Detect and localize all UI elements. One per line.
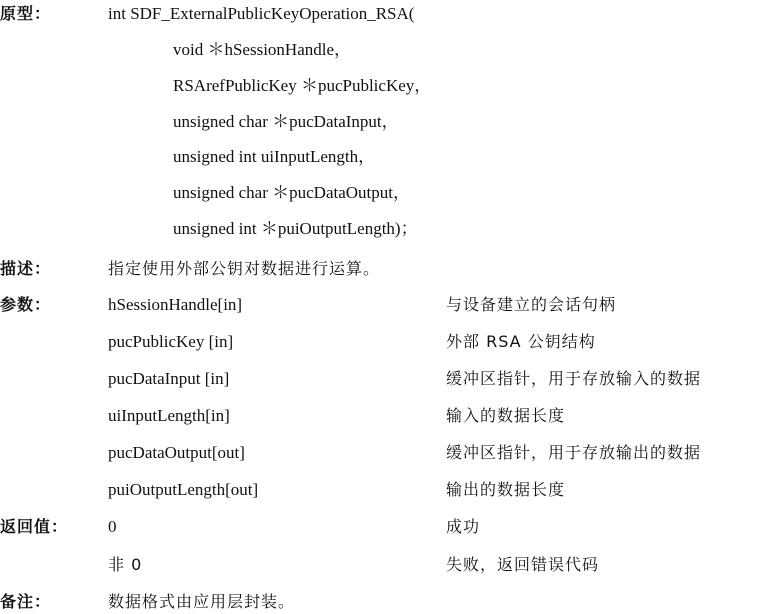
return-value-label: 返回值：: [0, 517, 69, 536]
description-text: 指定使用外部公钥对数据进行运算。: [108, 259, 381, 278]
prototype-arg: RSArefPublicKey ＊pucPublicKey，: [173, 76, 432, 95]
remarks-text: 数据格式由应用层封装。: [108, 592, 296, 611]
prototype-arg: unsigned char ＊pucDataOutput，: [173, 183, 410, 202]
param-name: pucDataOutput[out]: [108, 443, 245, 462]
prototype-signature: int SDF_ExternalPublicKeyOperation_RSA(: [108, 4, 415, 23]
return-desc: 失败，返回错误代码: [446, 555, 600, 574]
remarks-label: 备注：: [0, 592, 52, 611]
param-name: pucDataInput [in]: [108, 369, 230, 388]
prototype-label: 原型：: [0, 4, 52, 23]
description-label: 描述：: [0, 259, 52, 278]
param-desc: 缓冲区指针，用于存放输入的数据: [446, 369, 702, 388]
prototype-arg: void ＊hSessionHandle，: [173, 40, 352, 59]
param-name: pucPublicKey [in]: [108, 332, 234, 351]
prototype-arg: unsigned char ＊pucDataInput，: [173, 112, 399, 131]
param-desc: 外部 RSA 公钥结构: [446, 332, 596, 351]
return-value: 非 0: [108, 555, 143, 574]
param-name: puiOutputLength[out]: [108, 480, 259, 499]
prototype-arg: unsigned int ＊puiOutputLength)；: [173, 219, 418, 238]
param-desc: 输入的数据长度: [446, 406, 566, 425]
param-name: hSessionHandle[in]: [108, 295, 243, 314]
param-desc: 与设备建立的会话句柄: [446, 295, 617, 314]
parameters-label: 参数：: [0, 295, 52, 314]
return-value: 0: [108, 517, 117, 536]
param-desc: 输出的数据长度: [446, 480, 566, 499]
return-desc: 成功: [446, 517, 481, 536]
param-name: uiInputLength[in]: [108, 406, 230, 425]
param-desc: 缓冲区指针，用于存放输出的数据: [446, 443, 702, 462]
prototype-arg: unsigned int uiInputLength，: [173, 147, 376, 166]
